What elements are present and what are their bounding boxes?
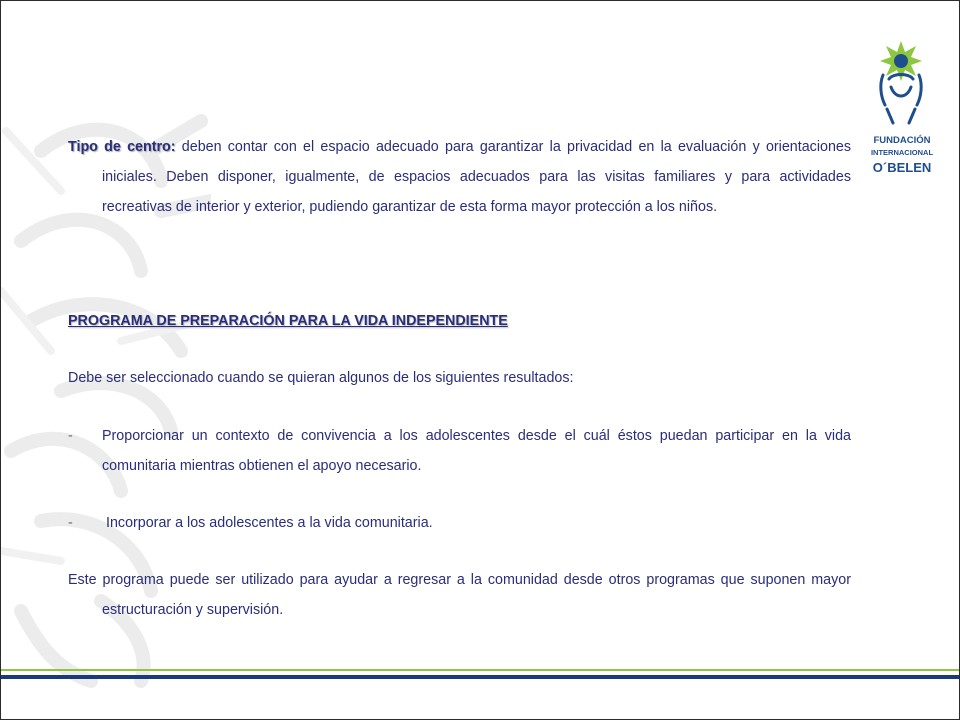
section-programa [68,306,851,336]
list-item [68,421,851,481]
list-item [68,508,851,538]
intro-block [68,363,851,393]
logo-line2: INTERNACIONAL [870,148,934,157]
bullet-item-1 [68,421,851,481]
tipo-de-centro-text: deben contar con el espacio adecuado para garantizar la privacidad en la evaluación y orientaciones iniciales. Deben disponer, igualmente, de espacios adecuados para las visitas familiares y para actividades recreativas de interior y exterior, pudiendo garantizar de esta forma mayor protección a los niños. [102,139,851,215]
program-heading: PROGRAMA DE PREPARACIÓN PARA LA VIDA INDEPENDIENTE [68,313,508,329]
fundacion-logo-icon [869,39,935,181]
tipo-de-centro-paragraph [68,132,851,222]
bullet-text: Proporcionar un contexto de convivencia a los adolescentes desde el cuál éstos puedan participar en la vida comunitaria mientras obtienen el apoyo necesario. [102,428,851,474]
program-closing: Este programa puede ser utilizado para ayudar a regresar a la comunidad desde otros programas que suponen mayor estructuración y supervisión. [68,572,851,618]
program-intro: Debe ser seleccionado cuando se quieran algunos de los siguientes resultados: [68,370,574,386]
bullet-item-2 [68,508,851,538]
bullet-dash: - [68,515,73,531]
section-tipo-de-centro [68,132,851,222]
footer-rule-navy [1,675,959,679]
closing-block [68,565,851,625]
tipo-de-centro-label: Tipo de centro: [68,139,176,155]
logo-line3: O´BELEN [872,160,932,175]
bullet-dash: - [68,428,73,444]
logo-line1: FUNDACIÓN [873,135,931,146]
footer-rule-green [1,669,959,671]
bullet-text: Incorporar a los adolescentes a la vida comunitaria. [106,515,433,531]
